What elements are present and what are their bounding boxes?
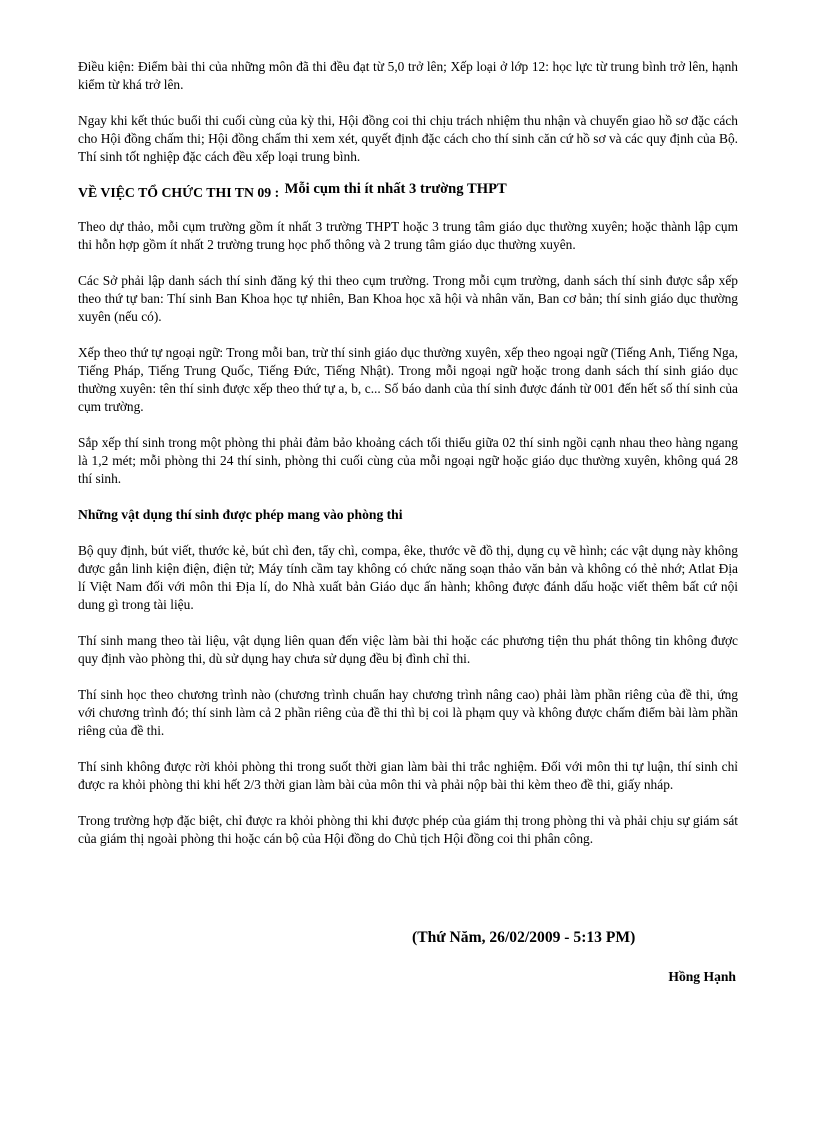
section-heading-sub: Mỗi cụm thi ít nhất 3 trường THPT xyxy=(284,181,507,197)
section-heading-main: VỀ VIỆC TỔ CHỨC THI TN 09 : xyxy=(78,185,280,200)
paragraph-leaving-room: Thí sinh không được rời khỏi phòng thi trong suốt thời gian làm bài thi trắc nghiệm. Đối với môn thi tự luận, thí sinh chỉ được ra khỏi phòng thi khi hết 2/3 thời gian làm bài của môn thi và phải nộp bài thi kèm theo đề thi, giấy nháp. xyxy=(78,759,738,792)
paragraph-program-section: Thí sinh học theo chương trình nào (chương trình chuẩn hay chương trình nâng cao) phải làm phần riêng của đề thi, ứng với chương trình đó; thí sinh làm cả 2 phần riêng của đề thi thì bị coi là phạm quy và không được chấm điểm bài làm phần riêng của đề thi. xyxy=(78,687,738,738)
paragraph-candidate-list: Các Sở phải lập danh sách thí sinh đăng ký thi theo cụm trường. Trong mỗi cụm trường, danh sách thí sinh được sắp xếp theo thứ tự ban: Thí sinh Ban Khoa học tự nhiên, Ban Khoa học xã hội và nhân văn, Ban cơ bản; thí sinh giáo dục thường xuyên (nếu có). xyxy=(78,273,738,324)
section-heading-exam-organization xyxy=(78,181,738,202)
paragraph-conditions: Điều kiện: Điểm bài thi của những môn đã thi đều đạt từ 5,0 trở lên; Xếp loại ở lớp 12: học lực từ trung bình trở lên, hạnh kiểm từ khá trở lên. xyxy=(78,59,738,92)
author-byline: Hồng Hạnh xyxy=(668,969,736,984)
dateline: (Thứ Năm, 26/02/2009 - 5:13 PM) xyxy=(412,929,636,946)
paragraph-language-order: Xếp theo thứ tự ngoại ngữ: Trong mỗi ban, trừ thí sinh giáo dục thường xuyên, xếp theo ngoại ngữ (Tiếng Anh, Tiếng Nga, Tiếng Pháp, Tiếng Trung Quốc, Tiếng Đức, Tiếng Nhật). Trong mỗi ngoại ngữ hoặc trong danh sách thí sinh giáo dục thường xuyên: tên thí sinh được xếp theo thứ tự a, b, c... Số báo danh của thí sinh được đánh từ 001 đến hết số thí sinh của cụm trường. xyxy=(78,345,738,414)
paragraph-room-seating: Sắp xếp thí sinh trong một phòng thi phải đảm bảo khoảng cách tối thiểu giữa 02 thí sinh ngồi cạnh nhau theo hàng ngang là 1,2 mét; mỗi phòng thi 24 thí sinh, phòng thi cuối cùng của mỗi ngoại ngữ hoặc giáo dục thường xuyên, không quá 28 thí sinh. xyxy=(78,435,738,486)
paragraph-special-cases: Trong trường hợp đặc biệt, chỉ được ra khỏi phòng thi khi được phép của giám thị trong phòng thi và phải chịu sự giám sát của giám thị ngoài phòng thi hoặc cán bộ của Hội đồng do Chủ tịch Hội đồng coi thi phân công. xyxy=(78,813,738,846)
paragraph-prohibited-materials: Thí sinh mang theo tài liệu, vật dụng liên quan đến việc làm bài thi hoặc các phương tiện thu phát thông tin không được quy định vào phòng thi, dù sử dụng hay chưa sử dụng đều bị đình chỉ thi. xyxy=(78,633,738,666)
article-body xyxy=(78,58,738,984)
paragraph-exemption-dossier: Ngay khi kết thúc buổi thi cuối cùng của kỳ thi, Hội đồng coi thi chịu trách nhiệm thu nhận và chuyển giao hồ sơ đặc cách cho Hội đồng chấm thi; Hội đồng chấm thi xem xét, quyết định đặc cách cho thí sinh căn cứ hồ sơ và các quy định của Bộ. Thí sinh tốt nghiệp đặc cách đều xếp loại trung bình. xyxy=(78,113,738,164)
paragraph-cluster-composition: Theo dự thảo, mỗi cụm trường gồm ít nhất 3 trường THPT hoặc 3 trung tâm giáo dục thường xuyên; hoặc thành lập cụm thi hỗn hợp gồm ít nhất 2 trường trung học phổ thông và 2 trung tâm giáo dục thường xuyên. xyxy=(78,219,738,252)
paragraph-allowed-items: Bộ quy định, bút viết, thước kẻ, bút chì đen, tẩy chì, compa, êke, thước vẽ đồ thị, dụng cụ vẽ hình; các vật dụng này không được gắn linh kiện điện, điện tử; Máy tính cầm tay không có chức năng soạn thảo văn bản và không có thẻ nhớ; Atlat Địa lí Việt Nam đối với môn thi Địa lí, do Nhà xuất bản Giáo dục ấn hành; không được đánh dấu hoặc viết thêm bất cứ nội dung gì trong tài liệu. xyxy=(78,543,738,612)
section-heading-allowed-items: Những vật dụng thí sinh được phép mang vào phòng thi xyxy=(78,507,403,522)
